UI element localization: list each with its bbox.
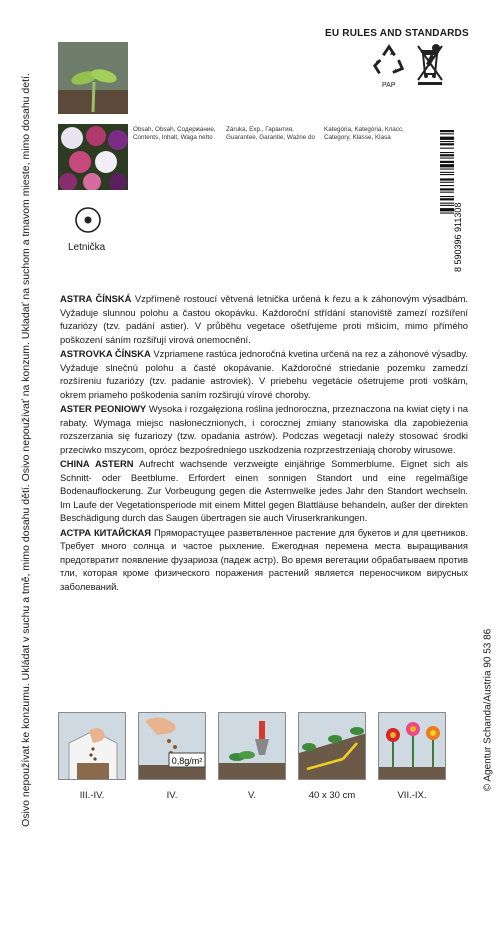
seed-rate-label: 0,8g/m² — [171, 756, 203, 766]
seedling-photo — [58, 42, 128, 114]
barcode-digits: 8 590396 911308 — [453, 202, 463, 272]
description-pl: ASTER PEONIOWY Wysoka i rozgałęziona roślina jednoroczna, przeznaczona na kwiat cięty i na rabaty. Wymaga miejsc nasłonecznionych, i corocznej zmiany stanowiska dla zapobieżenia rozszerzania się fuzariozy (tzw. opadania astrów). Podczas wegetacji należy stosować środki przeciwko mszycom, oprócz bezpośredniego uszkodzenia rozprzestrzeniają choroby wirusowe. — [60, 403, 468, 455]
sun-icon — [74, 206, 102, 234]
barcode-bar — [440, 178, 454, 180]
step-sowing-outdoor — [138, 712, 206, 780]
plant-type-label: Letnička — [68, 242, 106, 253]
eu-rules-title: EU RULES AND STANDARDS — [325, 28, 469, 39]
step-label: III.-IV. — [79, 790, 105, 801]
barcode-bar — [440, 198, 454, 200]
hand-seeds-icon — [139, 713, 206, 780]
description-sk: ASTROVKA ČÍNSKA Vzpriamene rastúca jednoročná kvetina určená na rez a záhonové výsadby. Vyžaduje slnečnú polohu a časté okopávanie. Každoročné striedanie pozemku zamedzí rozšíreniu fuzariózy (tzv. padanie astroviek). V priebehu vegetácie ošetrujeme proti voškám, okrem priameho poškodenia saním rozširujú vírové choroby. — [60, 348, 469, 400]
side-warning-text — [20, 0, 32, 900]
descriptions — [60, 292, 468, 594]
barcode-bar — [440, 154, 454, 156]
flowers-icon — [379, 713, 446, 780]
barcode-bar — [440, 137, 454, 140]
category-label: Kategória, Kategória, Класс, Category, Klasse, Klasa — [324, 126, 404, 141]
barcode-bar — [440, 172, 454, 173]
spacing-arrows-icon — [299, 713, 366, 780]
barcode-bar — [440, 130, 454, 132]
aster-flowers-photo — [58, 124, 128, 190]
description-de: CHINA ASTERN Aufrecht wachsende verzweigte einjährige Sommerblume. Eignet sich als Schnitt- oder Beetblume. Erfordert einen sonnigen Standort und eine regelmäßige Bodenauflockerung. Zur Vorbeugung gegen die Asternwelke jedes Jahr den Standort wechseln. Im Laufe der Vegetationsperiode mit einem Mittel gegen Blattläuse behandeln, außer der direkten Beschädigung durch das Saugen übertragen sie auch Viruserkrankungen. — [60, 458, 468, 523]
trowel-seedling-icon — [219, 713, 286, 780]
pap-label: PAP — [382, 82, 396, 89]
step-label: VII.-IX. — [397, 790, 427, 801]
guarantee-label: Záruka, Exp., Гарантия, Guarantee, Garantie, Ważne do — [226, 126, 316, 141]
barcode-bar — [440, 192, 454, 193]
barcode-bar — [440, 188, 454, 190]
barcode-bar — [440, 213, 454, 214]
step-flowering — [378, 712, 446, 780]
copyright-text: © Agentur Schanda/Austria 90 53 86 — [482, 628, 494, 792]
description-ru: АСТРА КИТАЙСКАЯ Пряморастущее разветвленное растение для букетов и для цветников. Требует много солнца и частое рыхление. Ежегодная перемена места выращивания предотвратит появление фузариоза (падеж астр). Во время вегетации обрабатываем против тли, которая кроме физического поражения растений является переносчиком вирусных заболеваний. — [60, 526, 468, 592]
description-cz: ASTRA ČÍNSKÁ Vzpřímeně rostoucí větvená letnička určená k řezu a k záhonovým výsadbám. Vyžaduje slunnou polohu a častou okopávku. Každoroční střídání stanoviště zamezí rozšíření fuzariózy (tzv. padání astier). V průběhu vegetace ošetřujeme proti mšicím, mimo přímého poškození sáním rozšiřují virová onemocnění. — [60, 293, 468, 345]
hand-pot-icon — [59, 713, 126, 780]
barcode-bar — [440, 182, 454, 183]
barcode-bar — [440, 203, 454, 204]
side-warning-line: Osivo nepoužívat ke konzumu. Ukládat v suchu a tmě, mimo dosahu dětí. Osivo nepoužívať na konzum. Ukladať na suchom a tmavom mieste, mimo dosahu detí. — [20, 73, 32, 827]
barcode-bar — [440, 161, 454, 163]
barcode-bar — [440, 185, 454, 186]
recycle-icon — [370, 42, 408, 80]
barcode-bar — [440, 158, 454, 159]
cultivation-steps — [58, 712, 446, 812]
step-planting — [218, 712, 286, 780]
barcode-bar — [440, 164, 454, 167]
step-label: V. — [247, 790, 257, 801]
barcode-bar — [440, 152, 454, 153]
crossed-bin-icon — [414, 40, 446, 86]
barcode — [440, 130, 464, 272]
barcode-bar — [440, 169, 454, 170]
barcode-bar — [440, 143, 454, 145]
content-label: Obsah, Obsah, Содержание, Contents, Inhalt, Waga netto — [133, 126, 216, 141]
barcode-bar — [440, 148, 454, 149]
step-label: 40 x 30 cm — [308, 790, 356, 801]
barcode-bar — [440, 141, 454, 142]
barcode-bar — [440, 174, 454, 175]
copyright-strip — [476, 500, 500, 920]
side-warning-strip — [0, 0, 52, 929]
step-spacing — [298, 712, 366, 780]
barcode-bar — [440, 208, 454, 211]
barcode-bar — [440, 205, 454, 206]
barcode-bar — [440, 196, 454, 197]
step-sowing-indoor — [58, 712, 126, 780]
barcode-bar — [440, 133, 454, 134]
step-label: IV. — [166, 790, 178, 801]
